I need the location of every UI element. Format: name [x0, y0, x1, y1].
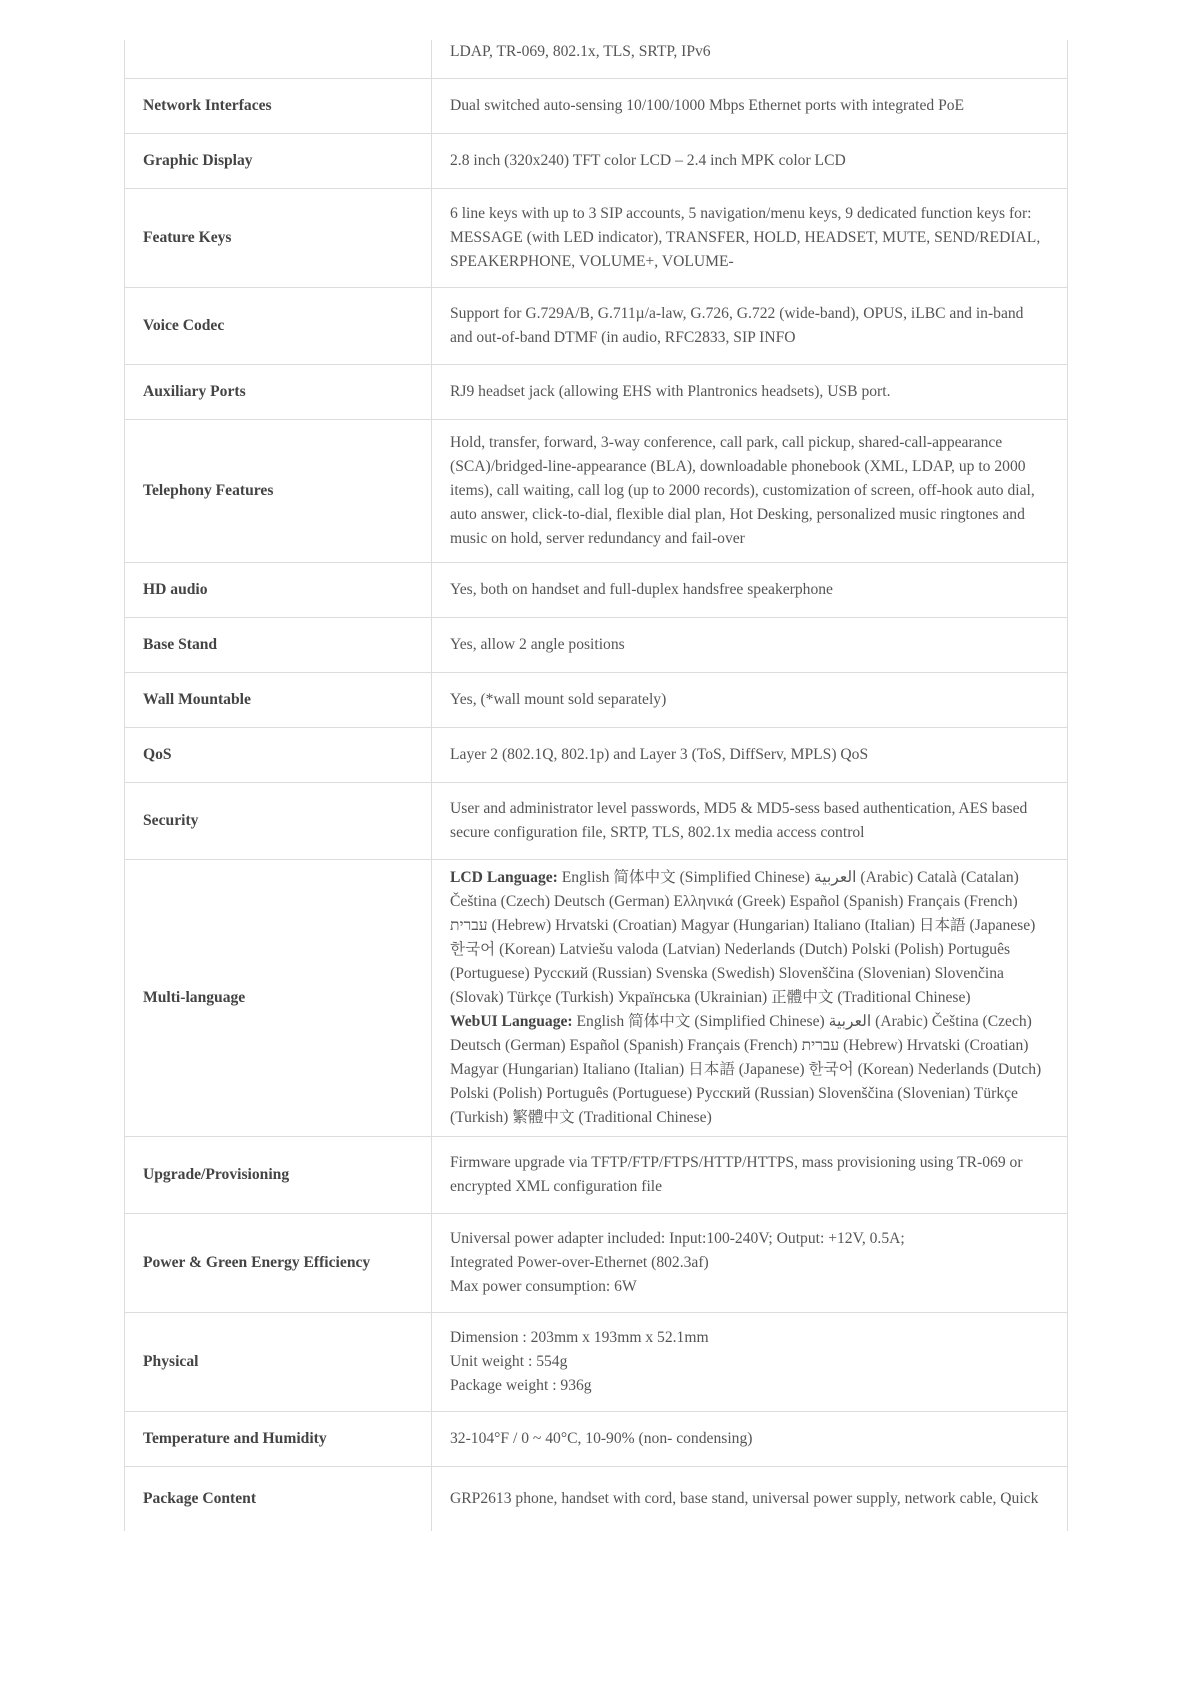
spec-row-wall-mountable [125, 672, 1068, 727]
spec-value-line: Yes, allow 2 angle positions [450, 635, 625, 653]
spec-row-upgrade-provisioning [125, 1136, 1068, 1213]
spec-value-cell [432, 782, 1068, 859]
spec-label: Temperature and Humidity [143, 1429, 327, 1447]
spec-value-line: 6 line keys with up to 3 SIP accounts, 5 navigation/menu keys, 9 dedicated function keys for: MESSAGE (with LED indicator), TRANSFER, HOLD, HEADSET, MUTE, SEND/REDIAL, SPEAKERPHONE, VOLUME+, VOLUME- [450, 204, 1041, 270]
lcd-language-label: LCD Language: [450, 868, 558, 886]
spec-label-cell [125, 1466, 432, 1531]
spec-value-cell [432, 1136, 1068, 1213]
spec-value-cell [432, 78, 1068, 133]
spec-row-package-content [125, 1466, 1068, 1531]
spec-label: Graphic Display [143, 151, 253, 169]
spec-value-cell [432, 859, 1068, 1136]
spec-label: Network Interfaces [143, 96, 272, 114]
spec-label-cell [125, 287, 432, 364]
spec-row-auxiliary-ports [125, 364, 1068, 419]
lcd-language-text: English 简体中文 (Simplified Chinese) العربية (Arabic) Català (Catalan) Čeština (Czech) Deutsch (German) Ελληνικά (Greek) Español (Spanish) Français (French) עברית (Hebrew) Hrvatski (Croatian) Magyar (Hungarian) Italiano (Italian) 日本語 (Japanese) 한국어 (Korean) Latviešu valoda (Latvian) Nederlands (Dutch) Polski (Polish) Português (Portuguese) Русский (Russian) Svenska (Swedish) Slovenščina (Slovenian) Slovenčina (Slovak) Türkçe (Turkish) Українська (Ukrainian) 正體中文 (Traditional Chinese) [450, 868, 1036, 1006]
spec-value-line: Yes, (*wall mount sold separately) [450, 690, 667, 708]
spec-label-cell [125, 188, 432, 287]
spec-table-body [125, 40, 1068, 1531]
spec-label: QoS [143, 745, 172, 763]
spec-label: Wall Mountable [143, 690, 251, 708]
webui-language-label: WebUI Language: [450, 1012, 573, 1030]
spec-label-cell [125, 1411, 432, 1466]
spec-value-line: Support for G.729A/B, G.711µ/a-law, G.726, G.722 (wide-band), OPUS, iLBC and in-band and out-of-band DTMF (in audio, RFC2833, SIP INFO [450, 304, 1024, 346]
spec-row-power [125, 1213, 1068, 1312]
spec-value-line: Package weight : 936g [450, 1376, 592, 1394]
spec-row-partial-top [125, 40, 1068, 78]
spec-value-cell [432, 1213, 1068, 1312]
spec-row-telephony-features [125, 419, 1068, 562]
spec-label-cell [125, 562, 432, 617]
spec-label: Voice Codec [143, 316, 225, 334]
spec-label: Package Content [143, 1489, 257, 1507]
spec-label-cell [125, 1312, 432, 1411]
spec-row-graphic-display [125, 133, 1068, 188]
spec-label-cell [125, 40, 432, 78]
spec-row-hd-audio [125, 562, 1068, 617]
spec-value-cell [432, 562, 1068, 617]
spec-label: Base Stand [143, 635, 218, 653]
spec-label-cell [125, 1136, 432, 1213]
spec-value-line: Layer 2 (802.1Q, 802.1p) and Layer 3 (ToS, DiffServ, MPLS) QoS [450, 745, 869, 763]
spec-label-cell [125, 727, 432, 782]
spec-label-cell [125, 617, 432, 672]
spec-value-cell [432, 133, 1068, 188]
webui-language-block [450, 1010, 1049, 1130]
spec-label-cell [125, 419, 432, 562]
spec-value-line: Dual switched auto-sensing 10/100/1000 Mbps Ethernet ports with integrated PoE [450, 96, 965, 114]
spec-label: Telephony Features [143, 481, 274, 499]
spec-value-cell [432, 1312, 1068, 1411]
spec-value-line: 2.8 inch (320x240) TFT color LCD – 2.4 inch MPK color LCD [450, 151, 846, 169]
spec-table [124, 40, 1068, 1531]
spec-label-cell [125, 133, 432, 188]
spec-value-cell [432, 1411, 1068, 1466]
spec-value-line: Firmware upgrade via TFTP/FTP/FTPS/HTTP/HTTPS, mass provisioning using TR-069 or encrypted XML configuration file [450, 1153, 1023, 1195]
spec-value-cell [432, 1466, 1068, 1531]
spec-value-cell [432, 287, 1068, 364]
spec-label-cell [125, 364, 432, 419]
spec-label: Security [143, 811, 199, 829]
spec-value-line: Max power consumption: 6W [450, 1277, 637, 1295]
spec-value-line: User and administrator level passwords, MD5 & MD5-sess based authentication, AES based secure configuration file, SRTP, TLS, 802.1x media access control [450, 799, 1028, 841]
spec-value-line: Hold, transfer, forward, 3-way conference, call park, call pickup, shared-call-appearance (SCA)/bridged-line-appearance (BLA), downloadable phonebook (XML, LDAP, up to 2000 items), call waiting, call log (up to 2000 records), customization of screen, off-hook auto dial, auto answer, click-to-dial, flexible dial plan, Hot Desking, personalized music ringtones and music on hold, server redundancy and fail-over [450, 433, 1035, 547]
spec-row-voice-codec [125, 287, 1068, 364]
spec-label-cell [125, 1213, 432, 1312]
spec-label: Feature Keys [143, 228, 232, 246]
spec-row-network-interfaces [125, 78, 1068, 133]
spec-value-cell [432, 40, 1068, 78]
spec-value-line: Unit weight : 554g [450, 1352, 568, 1370]
spec-row-multi-language [125, 859, 1068, 1136]
spec-row-qos [125, 727, 1068, 782]
spec-value-cell [432, 364, 1068, 419]
spec-value-line: Yes, both on handset and full-duplex handsfree speakerphone [450, 580, 833, 598]
spec-row-security [125, 782, 1068, 859]
spec-value-line: LDAP, TR-069, 802.1x, TLS, SRTP, IPv6 [450, 43, 711, 60]
spec-label-cell [125, 782, 432, 859]
spec-row-temperature-humidity [125, 1411, 1068, 1466]
spec-label: Physical [143, 1352, 199, 1370]
spec-label: Upgrade/Provisioning [143, 1165, 290, 1183]
spec-value-line: 32-104°F / 0 ~ 40°C, 10-90% (non- condensing) [450, 1429, 753, 1447]
spec-row-base-stand [125, 617, 1068, 672]
spec-value-line: Universal power adapter included: Input:100-240V; Output: +12V, 0.5A; [450, 1229, 905, 1247]
spec-value-line: Integrated Power-over-Ethernet (802.3af) [450, 1253, 709, 1271]
spec-row-feature-keys [125, 188, 1068, 287]
spec-label-cell [125, 672, 432, 727]
spec-label: Multi-language [143, 988, 246, 1006]
spec-value-cell [432, 617, 1068, 672]
spec-value-line: Dimension : 203mm x 193mm x 52.1mm [450, 1328, 709, 1346]
spec-value-cell [432, 672, 1068, 727]
spec-label-cell [125, 78, 432, 133]
spec-label: Auxiliary Ports [143, 382, 246, 400]
webui-language-text: English 简体中文 (Simplified Chinese) العربية (Arabic) Čeština (Czech) Deutsch (German) Español (Spanish) Français (French) עברית (Hebrew) Hrvatski (Croatian) Magyar (Hungarian) Italiano (Italian) 日本語 (Japanese) 한국어 (Korean) Nederlands (Dutch) Polski (Polish) Português (Portuguese) Русский (Russian) Slovenščina (Slovenian) Türkçe (Turkish) 繁體中文 (Traditional Chinese) [450, 1012, 1042, 1126]
spec-row-physical [125, 1312, 1068, 1411]
spec-value-line: RJ9 headset jack (allowing EHS with Plantronics headsets), USB port. [450, 382, 891, 400]
lcd-language-block [450, 866, 1049, 1010]
spec-label-cell [125, 859, 432, 1136]
spec-value-line: GRP2613 phone, handset with cord, base stand, universal power supply, network cable, Quick [450, 1489, 1039, 1507]
spec-label: Power & Green Energy Efficiency [143, 1253, 371, 1271]
spec-label: HD audio [143, 580, 208, 598]
spec-value-cell [432, 419, 1068, 562]
spec-value-cell [432, 727, 1068, 782]
spec-value-cell [432, 188, 1068, 287]
